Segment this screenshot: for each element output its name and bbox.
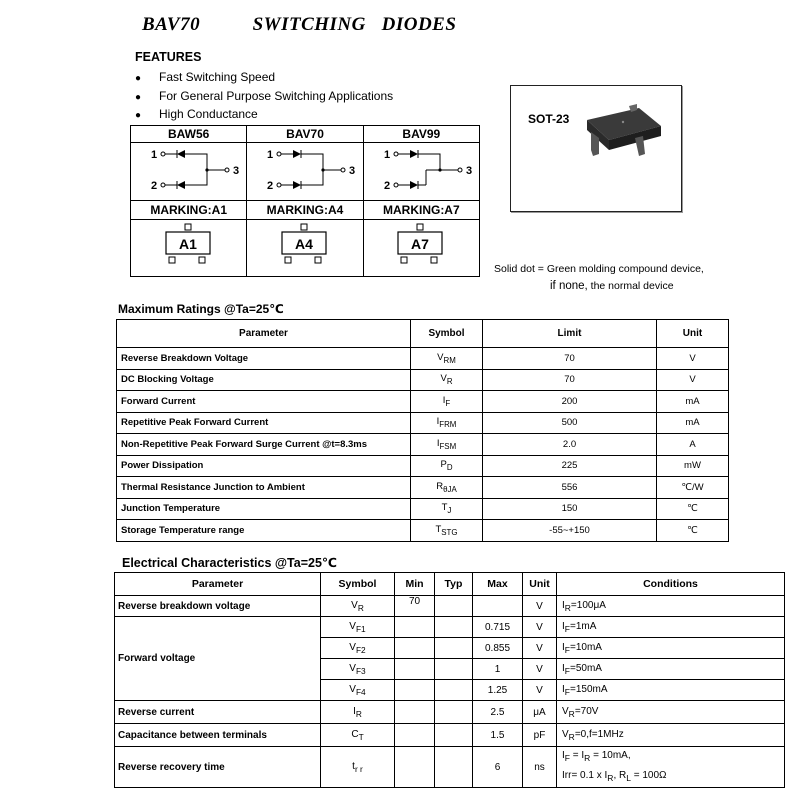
pin-label: 3 [233,165,240,177]
table-row: Forward Current $I_F$ 200 mA [117,391,729,413]
pin-label: 1 [151,149,158,161]
sot23-package-icon [573,98,673,178]
column-header: Symbol [411,320,483,348]
device-variants-table [130,125,480,277]
product-title: SWITCHING DIODES [252,14,457,35]
pin-label: 1 [383,149,390,161]
pin-label: 3 [349,165,356,177]
pin-label: 2 [151,180,158,192]
marking-code: A1 [178,235,197,252]
feature-item: ● Fast Switching Speed [135,68,393,87]
max-ratings-table [116,319,729,542]
column-header: Unit [657,320,729,348]
features-heading: FEATURES [135,50,202,64]
sot23-top-view-icon [159,222,219,272]
pin-label: 2 [267,180,274,192]
feature-item: ● High Conductance [135,105,393,124]
diode-schematic-icon [364,143,480,197]
column-header: Parameter [115,573,321,596]
table-row: Repetitive Peak Forward Current $I_{FRM}$ 500 mA [117,412,729,434]
schematic-bav70 [247,143,363,201]
table-row: DC Blocking Voltage $V_R$ 70 V [117,369,729,391]
package-label: SOT-23 [528,112,570,126]
electrical-title: Electrical Characteristics @Ta=25℃ [122,556,338,570]
table-row: Reverse recovery time $t_{r r}$ 6 ns $I_F = I_R = 10mA$, Irr= 0.1 x $I_R$, $R_L = 100\Omega$ [115,747,785,788]
diode-schematic-icon [131,143,247,197]
marking-label: MARKING:A1 [131,201,247,220]
package-marking [247,220,363,277]
table-row: Power Dissipation $P_D$ 225 mW [117,455,729,477]
max-ratings-title: Maximum Ratings @Ta=25℃ [118,302,284,316]
table-row: Reverse Breakdown Voltage $V_{RM}$ 70 V [117,348,729,370]
marking-code: A4 [295,235,313,252]
pin-label: 3 [465,165,472,177]
diode-schematic-icon [247,143,363,197]
note-line-2: if none, the normal device [550,280,674,292]
sot23-top-view-icon [275,222,335,272]
table-row: Storage Temperature range $T_{STG}$ -55~+150 ℃ [117,520,729,542]
sot23-top-view-icon [391,222,451,272]
feature-item: ● For General Purpose Switching Applications [135,87,393,106]
pin-label: 2 [383,180,390,192]
features-list [135,68,393,124]
device-name: BAW56 [131,126,247,143]
bullet-icon: ● [135,73,142,84]
device-name: BAV99 [363,126,479,143]
pin-label: 1 [267,149,274,161]
table-row: Non-Repetitive Peak Forward Surge Current @t=8.3ms $I_{FSM}$ 2.0 A [117,434,729,456]
column-header: Limit [483,320,657,348]
marking-label: MARKING:A4 [247,201,363,220]
column-header: Typ [435,573,473,596]
column-header: Symbol [321,573,395,596]
marking-code: A7 [411,235,430,252]
table-row: $V_{F4}$ 1.25 V $I_F=150mA$ [115,680,785,701]
package-marking [363,220,479,277]
column-header: Parameter [117,320,411,348]
table-row: Reverse breakdown voltage $V_R$ 70 V $I_R=100\mu A$ [115,596,785,617]
schematic-bav99 [363,143,479,201]
column-header: Unit [523,573,557,596]
marking-label: MARKING:A7 [363,201,479,220]
table-row: $V_{F3}$ 1 V $I_F=50mA$ [115,659,785,680]
schematic-baw56 [131,143,247,201]
table-row: Junction Temperature $T_J$ 150 ℃ [117,498,729,520]
electrical-table [114,572,785,788]
device-name: BAV70 [247,126,363,143]
column-header: Conditions [557,573,785,596]
bullet-icon: ● [135,110,142,121]
column-header: Min [395,573,435,596]
column-header: Max [473,573,523,596]
table-row: Reverse current $I_R$ 2.5 μA $V_R=70V$ [115,701,785,724]
table-row: Forward voltage $V_{F1}$ 0.715 V $I_F=1mA$ [115,617,785,638]
table-row: Thermal Resistance Junction to Ambient $R_{\theta JA}$ 556 ℃/W [117,477,729,499]
table-row: $V_{F2}$ 0.855 V $I_F=10mA$ [115,638,785,659]
table-row: Capacitance between terminals $C_T$ 1.5 pF $V_R=0,f=1MHz$ [115,724,785,747]
package-image-box [510,85,682,212]
part-number: BAV70 [142,14,201,35]
note-line-1: Solid dot = Green molding compound device, [494,263,704,275]
page-title [142,14,456,36]
package-marking [131,220,247,277]
bullet-icon: ● [135,91,142,103]
